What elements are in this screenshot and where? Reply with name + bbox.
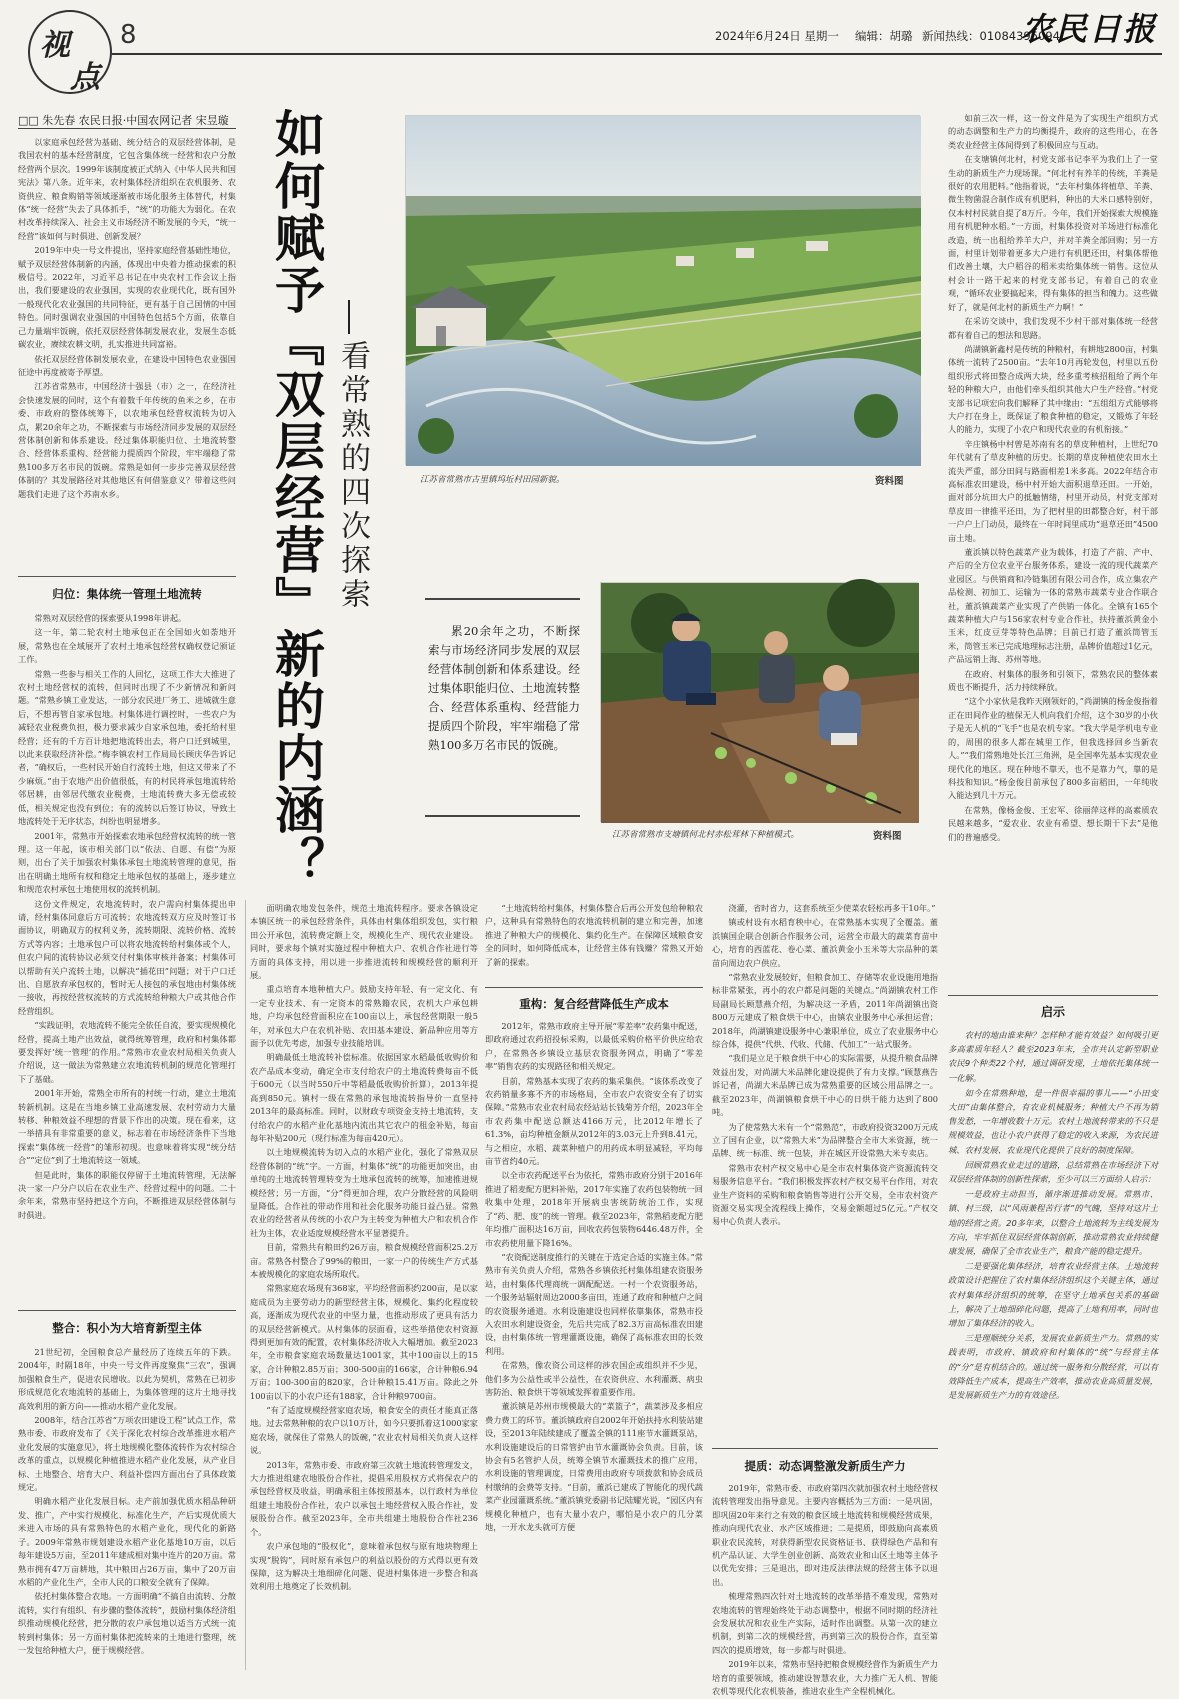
- section-badge-char-2: 点: [70, 60, 100, 95]
- subhead-1-rule: [18, 576, 236, 577]
- article-column-1b: [18, 612, 236, 1282]
- paragraph: 在支塘镇何北村，村党支部书记李平为我们上了一堂生动的新质生产力现场课。“何北村有养羊的传统，羊粪是很好的农用肥料。”他指着说，“去年村集体将植草、羊粪、微生物菌混合制作成有机肥料，种出的大米口感特别好，仅本村村民就自提了8万斤。今年，我们开始探索大规模施用有机肥种水稻。”一方面，村集体投资对羊场进行标准化改造，统一出租给养羊大户，并对羊粪全部回购；另一方面，村里计划带着更多大户进行有机肥还田，村集体帮他们改善土壤，大户稻谷的稻米卖给集体统一销售。这位从村会计一路干起来的村党支部书记，有着自己的农业观，“循环农业要搞起来，得有集体的担当和魄力。这些做好了，就是何北村的新质生产力啊！”: [948, 154, 1158, 312]
- paragraph: 2013年，常熟市委、市政府第三次就土地流转管理发文，大力推进组建农地股份合作社，提倡采用股权方式将保农户的承包经营权及收益，明确承租主体按照基本，以行政村为单位组建土地股份合作社，农户以承包土地经营权入股合作社，发展股份合作。截至2023年，全市共组建土地股份合作社236个。: [250, 1459, 478, 1537]
- farmland-aerial-illustration: [406, 116, 921, 466]
- subhead-2: 整合：积小为大培育新型主体: [52, 1321, 202, 1335]
- photo-2-credit: 资料图: [873, 831, 902, 842]
- paragraph: 2008年，结合江苏省“万项农田建设工程”试点工作，常熟市委、市政府发布了《关于深化农村综合改革推进水稻产业化发展的实施意见》，将土地规模化整体流转作为农村综合改革的重点，以规模化种植推进水稻产业化发展，从产业目标、土地整合、培育大户、利益补偿四方面出台了具体政策规定。: [18, 1415, 236, 1493]
- article-column-3-lead: [485, 902, 703, 967]
- paragraph: 在常熟，像农资公司这样的涉农国企或组织并不少见，他们多为公益性或半公益性，在农资供应、水利灌溉、病虫害防治、粮食烘干等领域发挥着重要作用。: [485, 1360, 703, 1397]
- article-column-1c: [18, 1346, 236, 1668]
- summary-top-rule: [425, 598, 580, 600]
- paragraph: 梳理常熟四次针对土地流转的改革举措不难发现，常熟对农地流转的管理始终处于动态调整中，根据不同时期的经济社会发展状况和农业生产实际，适时作出调整。从第一次的建立机制，到第二次的规模经营，再到第三次的股份合作，直至第四次的提质增效，每一步都与时俱进。: [712, 1591, 938, 1655]
- headline: 如何赋予『双层经营』新的内涵？: [267, 108, 326, 888]
- article-column-4b: [712, 1482, 938, 1697]
- photo-1-caption: 江苏省常熟市古里镇坞坵村田园新貌。: [420, 475, 565, 485]
- subhead-3-rule: [485, 987, 703, 988]
- subtitle-dash: [348, 300, 350, 334]
- paragraph: 农户承包地的“股权化”，意味着承包权与原有地块物理上实现“脱钩”，同时原有承包户的利益以股份的方式得以更有效保障，这为解决土地细碎化问题、促进村集体进一步整合和高效利用土地奠定了长效机制。: [250, 1541, 478, 1592]
- paragraph: 常熟对双层经营的探索要从1998年讲起。: [34, 613, 187, 623]
- paragraph: 镇或村设有水稻育秧中心，在常熟基本实现了全覆盖。董浜镇国企联合创新合作服务公司，运营全市最大的蔬菜育苗中心，培育的西蓝花、卷心菜、董浜黄金小玉米等大宗品种的菜苗向周边农户供应。: [712, 917, 938, 968]
- masthead-rule: [112, 53, 1162, 55]
- paragraph: “土地流转给村集体，村集体整合后再公开发包给种粮农户，这种具有常熟特色的农地流转机制的建立和完善，加速推进了种粮大户的规模化、集约化生产。在保障区域粮食安全的同时，如何降低成本，让经营主体有钱赚？常熟又开始了新的探索。: [485, 903, 703, 967]
- paragraph: 董浜镇以特色蔬菜产业为载体，打造了产前、产中、产后的全方位农业平台服务体系，建设一流的现代蔬菜产业园区。与供销商和冷链集团有限公司合作，成立集农产品检测、初加工、运输为一体的常熟市蔬菜专业合作联合社，董浜镇蔬菜产业实现了产供销一体化。全镇有165个蔬菜种植大户与156家农村专业合作社，扶持董浜黄金小玉米，红皮豆芽等特色品牌；目前已打造了董浜筒管玉米，筒管玉米已完成地理标志注册，品牌价值超过1亿元，产品远销上海、苏州等地。: [948, 547, 1158, 665]
- news-hotline: 新闻热线：01084395094: [922, 29, 1060, 43]
- paragraph: 农村的地由谁来种？怎样种才能有效益？如何吸引更多高素质年轻人？截至2023年末，全市共认定新型职业农民9个种类22个村，通过调研发现，土地依托集体统一一化解。: [948, 1030, 1158, 1083]
- paragraph: 常熟一些参与相关工作的人回忆，这项工作大大推进了农村土地经营权的流转，但同时出现了不少新情况和新问题。“常熟乡镇工业发达，一部分农民进厂务工、进城就生意后，不想再管自家承包地。村集体进行调控时，一些农户为减轻农业税费负担，极力要求减少自家承包地，委托给村里经营；还有的千方百计地把地流转出去，将户口迁到城里，以此来获取经济补偿。”梅李镇农村工作局局长顾庆华告诉记者，“确权后，一些村民开始自行流转土地，但这又带来了不少麻烦。”由于农地产出价值很低，有的村民将承包地流转给邻居耕，由邻居代缴农业税费，土地流转费大多无偿或较低，相关规定也没有到位；有的流转以后签订协议，导致土地流转处于无序状态，纠纷也明显增多。: [18, 668, 236, 827]
- paragraph: 依托村集体整合农地。一方面明确“不搞自由流转、分散流转，实行有组织、有步骤的整体流转”，鼓励村集体经济组织推动规模化经营，把分散的农户承包地以适当方式统一流转到村集体；另一方面村集体把流转来的土地进行整理，统一发包给种植大户，便于规模经营。: [18, 1591, 236, 1655]
- paragraph: “我们是立足于粮食烘干中心的实际需要，从提升粮食品牌效益出发，对尚湖大米品牌化建设提供了有力支撑。”顾慧燕告诉记者，尚湖大米品牌已成为常熟重要的区域公用品牌之一。截至2023年，尚湖镇粮食烘干中心的日烘干能力达到了800吨。: [712, 1053, 938, 1118]
- paragraph: 如前三次一样，这一份文件是为了实现生产组织方式的动态调整和生产力的均衡提升，政府的这些用心，在各类农业经营主体间得到了积极回应与互动。: [948, 113, 1158, 150]
- paragraph: 为了使常熟大米有一个“常熟范”，市政府投资3200万元成立了国有企业，以“常熟大米”为品牌整合全市大米资源，统一品牌、统一标准、统一包装，并在城区开设常熟大米专卖店。: [712, 1121, 938, 1159]
- paragraph: “有了适度规模经营家庭农场，粮食安全的责任才能真正落地。过去常熟种粮的农户以10万计，如今只要抓着这1000家家庭农场，就保住了常熟人的饭碗，”农业农村局相关负责人这样说。: [250, 1405, 478, 1456]
- article-column-2: [250, 902, 478, 1668]
- paragraph: 以土地规模流转为切入点的水稻产业化，强化了常熟双层经营体制的“统”字。一方面，村集体“统”的功能更加突出，由单纯的土地流转管理转变为土地承包流转的统筹，加速推进规模经营；另一方面，“分”得更加合理，农户分散经营的风险明显降低。合作社的带动作用和社会化服务功能日益凸显。常熟农业的经营者从传统的小农户为主转变为种植大户和农机合作社为主体，农业适度规模经营水平显著提升。: [250, 1147, 478, 1238]
- paragraph: “这个小家伙是我昨天刚领好的，”尚湖镇的杨金俊指着正在田间作业的植保无人机向我们介绍，这个30岁的小伙子是无人机的“飞手”也是农机专家。“我大学是学机电专业的，周围的很多人都在城里工作，但我选择回乡当新农人。”“我们常熟地处长江三角洲，是全国率先基本实现农业现代化的地区。现在种地不靠天，也不是靠力气，靠的是科技和知识。”杨金俊目前承包了800多亩稻田，一年纯收入能达到几十万元。: [948, 696, 1158, 801]
- summary-bottom-rule: [425, 815, 580, 817]
- paragraph: 这一年，第二轮农村土地承包正在全国如火如荼地开展，常熟也在全域展开了农村土地承包经营权确权登记颁证工作。: [18, 627, 236, 665]
- inspiration-heading: 启示: [1040, 1005, 1065, 1019]
- photo-1-credit: 资料图: [875, 476, 904, 487]
- paragraph: 面明确农地发包条件，规范土地流转程序。要求各镇设定本镇区统一的承包经营条件，具体由村集体组织发包，实行粮田公开承包，流转费定额上交，规模化生产、现代农业建设。同时，要求每个镇对实施过程中种植大户、农机合作社进行等方面的具体支持，用以进一步推进流转和规模经营的顺利开展。: [250, 903, 478, 981]
- photo-2-caption: 江苏省常熟市支塘镇何北村赤松茸林下种植模式。: [612, 830, 800, 840]
- inspiration-top-rule: [948, 995, 1158, 996]
- paragraph: 以全市农药配送平台为依托，常熟市政府分别于2016年推进了稻麦配方肥料补贴，2017年实施了农药包装物统一回收集中处理，2018年开展病虫害统防统治工作，实现了“药、肥、废”的统一管理。截至2023年，常熟稻麦配方肥年均推广面积达16万亩，回收农药包装物6446.48万件，全市农药使用量下降16%。: [485, 1170, 703, 1248]
- paragraph: 明确最低土地流转补偿标准。依据国家水稻最低收购价和农产品成本变动，确定全市支付给农户的土地流转费每亩不低于600元（以当时550斤中等稻最低收购价折算），2013年提高到850元。镇村一级在常熟的承包地流转指导价一直坚持2013年的最高标准。同时，以财政专项资金支持土地流转，支付给农户的水稻产业化基地内流出其它农户的租金补贴，每亩每年补贴200元（现行标准为每亩420元）。: [250, 1052, 478, 1143]
- paragraph: 尚湖镇新鑫村是传统的种粮村，有耕地2800亩，村集体统一流转了2500亩。“去年10月再轮发包，村里以五份组织形式将田整合成两大块，经多重考核招租给了两个年轻的种粮大户，由他们牵头组织其他大户生产经营。”村党支部书记项宏向我们解释了其中缘由：“五组组方式能够将大户打在身上，既保证了粮食种植的稳定，又锻炼了年轻人的能力，实现了小农户和现代农业的有机衔接。”: [948, 343, 1158, 435]
- paragraph: 在采访交谈中，我们发现不少村干部对集体统一经营都有着自己的想法和思路。: [948, 316, 1158, 340]
- subhead-2-rule: [18, 1310, 236, 1311]
- summary-box: [428, 622, 580, 755]
- paragraph: 目前，常熟共有粮田约26万亩，粮食规模经营面积25.2万亩。常熟各村整合了99%的粮田，一家一户的传统生产方式基本被规模化的家庭农场所取代。: [250, 1242, 478, 1279]
- paragraph: “常熟农业发展较好，但粮食加工、存储等农业设施用地指标非常紧张，再小的农户都是问题的关键点。”尚湖镇农村工作局副局长顾慧燕介绍，为解决这一矛盾，2011年尚湖镇出资800万元建成了粮食烘干中心，由镇农业服务中心承担运营；2018年，尚湖镇建设服务中心兼职单位，成立了农业服务中心综合体，提供“代烘、代收、代储、代加工”一站式服务。: [712, 972, 938, 1050]
- column-divider-1: [245, 900, 246, 1670]
- paragraph: “实践证明，农地流转不能完全依任自流，要实现规模化经营，提高土地产出效益，就得统筹管理，政府和村集体都要发挥好‘统一管理’的作用。”常熟市农业农村局相关负责人介绍说，这一做法为常熟建立农地流转机制的规范化管理打下了基础。: [18, 1020, 236, 1084]
- article-column-4a: [712, 902, 938, 1438]
- paragraph: 目前，常熟基本实现了农药的集采集供。“该体系改变了农药销量多寡不齐的市场格局，全市农户农资安全有了切实保障。”常熟市农业农村局农经站站长钱菊芳介绍，2023年全市农药集中配送总额达4166万元，比2012年增长了61.3%，亩均种植金额从2012年的3.03元上升到8.41元，与之相应，水稻、蔬菜种植户的用药成本明显减轻，平均每亩节省约40元。: [485, 1075, 703, 1167]
- headline-subtitle: 看常熟的四次探索: [335, 340, 370, 612]
- paragraph: 2019年以来，常熟市坚持把粮食规模经营作为新质生产力培育的重要领域，推动建设智慧农业，大力推广无人机、智能农机等现代化农机装备，推进农业生产全程机械化。: [712, 1659, 938, 1697]
- paragraph: 2001年，常熟市开始探索农地承包经营权流转的统一管理。这一年起，该市相关部门以“依法、自愿、有偿”为原则，出台了关于加强农村集体承包土地流转管理的意见，指出在明确土地所有权和稳定土地承包权的基础上，逐步建立和规范农村承包土地使用权的流转机制。: [18, 830, 236, 895]
- paragraph: 2012年，常熟市政府主导开展“零差率”农药集中配送，即政府通过农药招投标采购，以最低采购价格平价供应给农户，在常熟各乡镇设立基层农资服务网点，明确了“零差率”销售农药的实现路径和相关规定。: [485, 1021, 703, 1072]
- paragraph: 2001年开始，常熟全市所有的村统一行动，建立土地流转新机制。这是在当地乡镇工业高速发展、农村劳动力大量转移、种粮效益不理想的背景下作出的决策。现在看来，这一举措具有非常重要的意义，标志着在市场经济条件下当地探索“集体统一经营”的雏形初现。也意味着将实现“统分结合”“定位”到了土地流转这一领域。: [18, 1088, 236, 1166]
- paragraph: 但是此时，集体的职能仅停留于土地流转管理，无法解决一家一户分户以后在农业生产、经营过程中的问题。二十余年来，常熟市坚持把这个方向，不断推进双层经营体制与时俱进。: [18, 1169, 236, 1220]
- paragraph: 辛庄镇杨中村曾是苏南有名的草皮种植村，上世纪70年代就有了草皮种植的历史。长期的草皮种植使农田水土流失严重，部分田间与路面相差1米多高。2022年结合市高标准农田建设，杨中村开始大面积退草还田。一开始，面对部分坑田大户的抵触情绪，村里开动员，村党支部对草皮田一律推平还田，为了把村里的田都整合好，村干部一户户上门动员，最终在一年时间里成功“退草还田”4500亩土地。: [948, 438, 1158, 543]
- byline: □□ 朱先春 农民日报·中国农网记者 宋昱璇: [18, 114, 229, 127]
- page-number: 8: [120, 20, 137, 50]
- paragraph: 明确水稻产业化发展目标。走产前加强优质水稻品种研发、推广，产中实行规模化、标准化生产，产后实现优质大米进入市场的具有常熟特色的水稻产业化，现代化的新路子。2009年常熟市规划建设水稻产业化基地10万亩，以后每年建设5万亩，至2011年建成相对集中连片的20万亩。常熟市拥有47万亩耕地，其中粮田占26万亩，集中了20万亩水稻的产业化生产，全市人民的口粮安全就有了保障。: [18, 1496, 236, 1587]
- subhead-4: 提质：动态调整激发新质生产力: [744, 1459, 906, 1473]
- paragraph: 回顾常熟农业走过的道路，总结常熟在市场经济下对双层经营体制的创新性探索，至少可以三方面给人启示：: [948, 1159, 1158, 1185]
- paragraph: 21世纪初，全国粮食总产量经历了连续五年的下跌。2004年，时隔18年，中央一号文件再度聚焦“三农”，强调加强粮食生产，促进农民增收。以此为契机，常熟在已初步形成规范化农地流转的基础上，为集体管理的这片土地寻找高效利用的新方向——推动水稻产业化发展。: [18, 1347, 236, 1411]
- subhead-3: 重构：复合经营降低生产成本: [519, 997, 669, 1011]
- paragraph: “农资配送制度推行的关键在于选定合适的实施主体。”常熟市有关负责人介绍，常熟各乡镇依托村集体组建农资服务站，由村集体代理商统一调配配送。一村一个农资服务站，一个服务站辐射周边2000多亩田，连通了政府和种植户之间的农资服务通道。水利设施建设也同样依靠集体，常熟市投入农田水利建设资金，先后共完成了82.3万亩高标准农田建设，由村集体统一管理灌溉设施，确保了高标准农田的长效利用。: [485, 1251, 703, 1356]
- photo-fungus-planting: [600, 582, 918, 822]
- masthead: [0, 0, 1179, 100]
- inspiration-text: [948, 1028, 1158, 1668]
- paragraph: 常熟市农村产权交易中心是全市农村集体资产资源流转交易服务信息平台。“我们积极发挥农村产权交易平台作用，对农业生产资料的采购和粮食销售等进行公开交易，全市农村资产资源交易实现全流程线上操作，交易金额超过5亿元。”产权交易中心负责人表示。: [712, 1162, 938, 1227]
- paragraph: 一是政府主动担当，循序渐进推动发展。常熟市、镇、村三级，以“风雨兼程苦行者”的气魄，坚持对这片土地的经营之责。20多年来，以整合土地流转为主线发展为方向，牢牢抓住双层经营体制创新，推动常熟农业持续健康发展，确保了全市农业生产，粮食产能的稳定提升。: [948, 1189, 1158, 1257]
- summary-text: 累20余年之功，不断探索与市场经济同步发展的双层经营体制创新和体系建设。经过集体职能归位、土地流转整合、经营体系重构、经营能力提质四个阶段，牢牢端稳了常熟100多万名市民的饭碗。: [428, 624, 580, 752]
- paragraph: 在常熟，像杨金俊、王宏军、徐丽萍这样的高素质农民越来越多，“爱农业、农业有希望、想长期干下去”是他们的普遍感受。: [948, 804, 1158, 842]
- editor-credit: 编辑：胡璐: [855, 29, 913, 43]
- paragraph: 江苏省常熟市，中国经济十强县（市）之一，在经济社会快速发展的同时，这个有着数千年传统的鱼米之乡，在市委、市政府的整体统筹下，以农地承包经营权流转为切入点，累20余年之功，不断探索与市场经济同步发展的双层经营体制创新和体系建设。经过集体职能归位、土地流转整合、经营体系重构、经营能力提质四个阶段，牢牢端稳了常熟100多万名市民的饭碗。常熟是如何一步步完善双层经营体制的？其发展路径对其他地区有何借鉴意义？带着这些问题我们走进了这个苏南水乡。: [18, 381, 236, 499]
- paragraph: 浇灌，省时省力，这套系统至少使菜农轻松再多干10年。”: [728, 903, 936, 913]
- paragraph: 以家庭承包经营为基础、统分结合的双层经营体制，是我国农村的基本经营制度，它包含集体统一经营和农户分散经营两个层次。1999年该制度被正式纳入《中华人民共和国宪法》第八条。近年来，农村集体经济组织在农机服务、农资供应、粮食购销等领域逐渐被市场化服务主体替代，村集体“统一经营”失去了具体抓手，“统”的功能大为弱化。在农村改革持续深入、社会主义市场经济不断发展的今天，“统一经营”该如何与时俱进、创新发展？: [18, 137, 236, 241]
- issue-date: 2024年6月24日 星期一: [715, 29, 839, 43]
- newspaper-logo: 农民日报: [1020, 10, 1157, 48]
- paragraph: 2019年，常熟市委、市政府第四次就加强农村土地经营权流转管理发出指导意见。主要内容概括为三方面：一是巩固，即巩固20年来行之有效的粮食区域土地流转和规模经营成果，推动向现代农业、水产区域推进；二是提质，即鼓励向高素质职业农民流转，对获得新型农民资格证书、获得绿色产品和有机产品认证、大学生创业创新、高效农业和山区土地等主体予以优先安排；三是退出，即对违反法律法规的经营主体予以退出。: [712, 1483, 938, 1587]
- photo-farmland-aerial: [405, 115, 920, 465]
- paragraph: 重点培育本地种植大户。鼓励支持年轻、有一定文化、有一定专业技术、有一定资本的常熟籍农民，农机大户承包耕地，户均承包经营面积应在100亩以上，承包经营期限一般5年，对承包大户在农机补贴、农田基本建设、新品种应用等方面予以优先考虑，加强专业技能培训。: [250, 984, 478, 1049]
- paragraph: 在政府、村集体的服务和引领下，常熟农民的整体素质也不断提升，活力持续释放。: [948, 668, 1158, 693]
- paragraph: 2019年中央一号文件提出，坚持家庭经营基础性地位，赋予双层经营体制新的内涵，体现出中央着力推动探索的积极信号。2022年，习近平总书记在中央农村工作会议上指出，我们要建设的农业强国，实现的农业现代化，既有国外一般现代化农业强国的共同特征，更有基于自己国情的中国特色。同时强调农业强国的中国特色包括5个方面，依靠自己力量端牢饭碗，依托双层经营体制发展农业，发展生态低碳农业，赓续农耕文明，扎实推进共同富裕。: [18, 245, 236, 350]
- paragraph: 董浜镇是苏州市规模最大的“菜篮子”，蔬菜涉及多相应费力费工的环节。董浜镇政府自2002年开始扶持水利装站建设，至2013年陆续建成了覆盖全镇的111座节水灌溉泵站，水利设施建设后的日常管护由节水灌溉协会负责。目前，该协会有5名管护人员，统筹全镇节水灌溉技术的推广应用，水利设施的管理调度，日常费用由政府专项拨款和协会成员村缴纳的会费等支持。“目前，董浜已建成了智能化的现代蔬菜产业园灌溉系统。”董浜镇党委副书记陆耀光说，“园区内有规模化种植户，也有大量小农户，哪怕是小农户的几分菜地，一开水龙头就可方便: [485, 1401, 703, 1533]
- paragraph: 二是要强化集体经济，培育农业经营主体。土地流转政策设计把握住了农村集体经济组织这个关键主体，通过农村集体经济组织的统筹，在坚守土地承包关系的基础上，解决了土地细碎化问题，提高了土地利用率，同时也增加了集体经济的收入。: [948, 1261, 1158, 1329]
- paragraph: 这份文件规定，农地流转时，农户需向村集体提出申请，经村集体同意后方可流转；农地流转双方应及时签订书面协议，明确双方的权利义务，流转期限、流转价格、流转方式等内容；土地承包户可以将农地流转给村集体或个人，但农户间的流转协议必须交付村集体审核并备案；村集体可以帮助有关户流转土地，以解决“插花田”问题；对于户口迁出、自愿放弃承包权的，暂时无人接包的承包地由村集体统一接收，再按经营权流转的方式流转给种粮大户或其他合作经营组织。: [18, 898, 236, 1016]
- article-column-1a: [18, 136, 236, 564]
- paragraph: 如今在常熟种地，是一件很幸福的事儿——“小田变大田”由集体整合，有农业机械服务；种植大户不再为销售发愁，一年增收数十万元。农村土地流转带来的不只是规模效益，也让小农户获得了稳定的收入来源，为农民进城、农村发展、农业现代化提供了良好的制度保障。: [948, 1087, 1158, 1155]
- article-column-3: [485, 1020, 703, 1668]
- paragraph: 三是理顺统分关系，发展农业新质生产力。常熟的实践表明，市政府、镇政府和村集体的“统”与经营主体的“分”是有机结合的。通过统一服务和分散经营，可以有效降低生产成本，提高生产效率，推动农业高质量发展，是发展新质生产力的有效途径。: [948, 1333, 1158, 1401]
- paragraph: 常熟家庭农场现有368家，平均经营面积约200亩，是以家庭成员为主要劳动力的新型经营主体，规模化、集约化程度较高，逐渐成为现代农业的中坚力量，也推动形成了更具有活力的双层经营新模式。从村集体的层面看，这些举措使农村资源得到更加有效的配置，农村集体经济收入大幅增加。截至2023年，全市粮食家庭农场数量达1001家，其中100亩以上的15家，合计种粮2.85万亩；300-500亩的166家，合计种粮6.94万亩；100-300亩的820家，合计种粮15.41万亩。除此之外100亩以下的小农户还有188家，合计种粮9700亩。: [250, 1283, 478, 1401]
- fungus-planting-illustration: [601, 583, 919, 823]
- article-column-5a: [948, 112, 1158, 982]
- section-badge-char-1: 视: [40, 28, 70, 63]
- paragraph: 依托双层经营体制发展农业，在建设中国特色农业强国征途中再度被寄予厚望。: [18, 353, 236, 377]
- subhead-4-rule: [712, 1448, 938, 1449]
- byline-rule: [18, 128, 236, 129]
- subhead-1: 归位：集体统一管理土地流转: [52, 587, 202, 601]
